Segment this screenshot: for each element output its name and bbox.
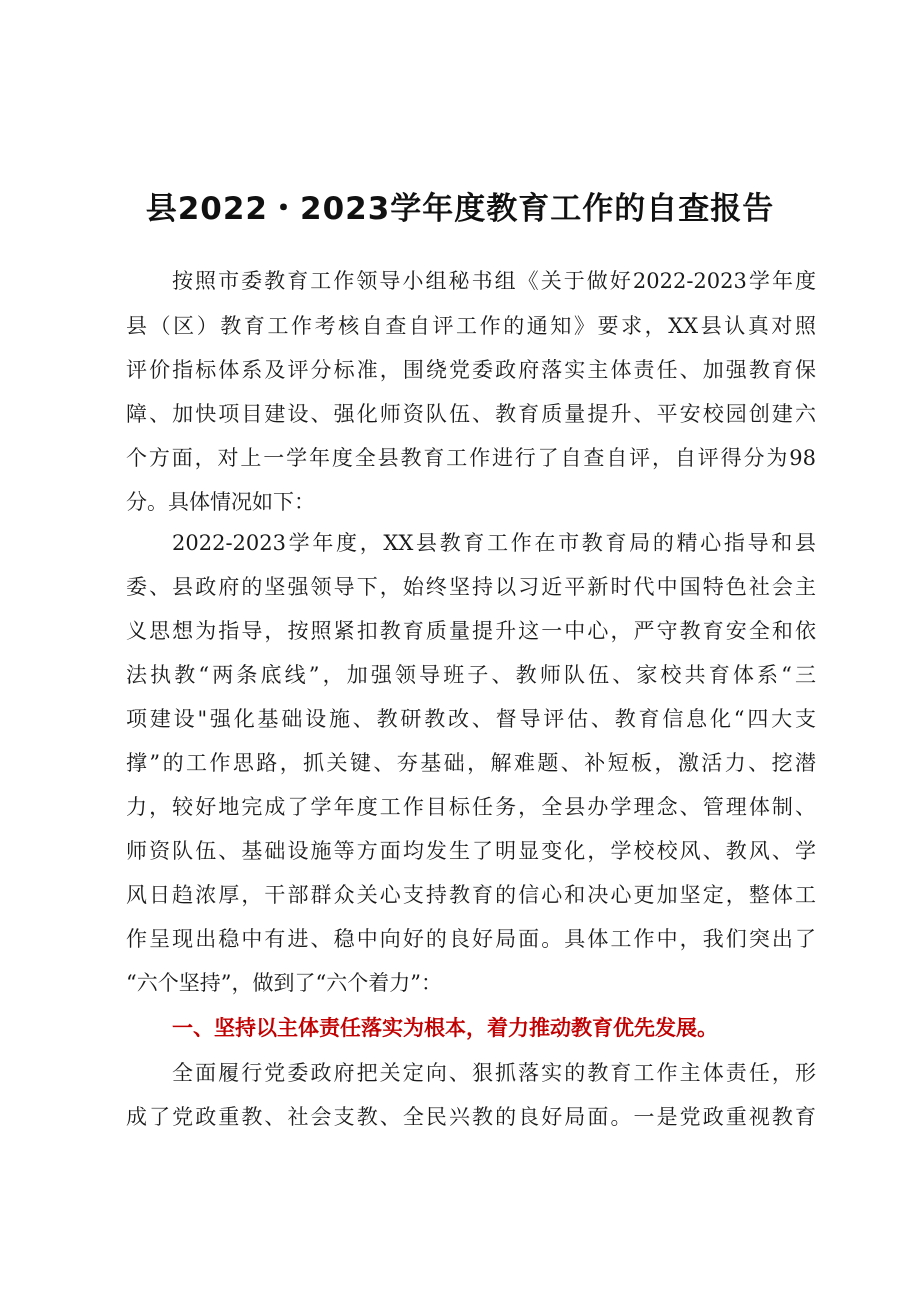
paragraph-2-line: 师资队伍、基础设施等方面均发生了明显变化，学校校风、教风、学 [126,839,816,863]
section-heading: 一、坚持以主体责任落实为根本，着力推动教育优先发展。 [172,1016,718,1040]
paragraph-2-line: 力，较好地完成了学年度工作目标任务，全县办学理念、管理体制、 [126,795,816,819]
paragraph-2-line: “六个坚持”，做到了“六个着力”： [126,971,442,995]
paragraph-1-line: 分。具体情况如下： [126,490,315,514]
paragraph-1-line: 评价指标体系及评分标准，围绕党委政府落实主体责任、加强教育保 [126,358,816,382]
paragraph-1-line: 县（区）教育工作考核自查自评工作的通知》要求，XX县认真对照 [126,314,816,338]
document-title: 县2022・2023学年度教育工作的自查报告 [145,191,775,227]
paragraph-2-line: 风日趋浓厚，干部群众关心支持教育的信心和决心更加坚定，整体工 [126,883,816,907]
paragraph-2-line: 作呈现出稳中有进、稳中向好的良好局面。具体工作中，我们突出了 [126,927,816,951]
paragraph-2-line: 2022-2023学年度，XX县教育工作在市教育局的精心指导和县 [172,531,816,555]
paragraph-2-line: 项建设"强化基础设施、教研教改、督导评估、教育信息化“四大支 [126,707,816,731]
paragraph-1-line: 按照市委教育工作领导小组秘书组《关于做好2022-2023学年度 [172,269,816,293]
paragraph-1-line: 障、加快项目建设、强化师资队伍、教育质量提升、平安校园创建六 [126,402,816,426]
paragraph-3-line: 全面履行党委政府把关定向、狠抓落实的教育工作主体责任，形 [172,1061,816,1085]
paragraph-2-line: 委、县政府的坚强领导下，始终坚持以习近平新时代中国特色社会主 [126,575,816,599]
paragraph-2-line: 撑”的工作思路，抓关键、夯基础，解难题、补短板，激活力、挖潜 [126,751,816,775]
paragraph-3-line: 成了党政重教、社会支教、全民兴教的良好局面。一是党政重视教育 [126,1105,816,1129]
paragraph-2-line: 义思想为指导，按照紧扣教育质量提升这一中心，严守教育安全和依 [126,619,816,643]
paragraph-1-line: 个方面，对上一学年度全县教育工作进行了自查自评，自评得分为98 [126,446,816,470]
paragraph-2-line: 法执教“两条底线”，加强领导班子、教师队伍、家校共育体系“三 [126,663,816,687]
